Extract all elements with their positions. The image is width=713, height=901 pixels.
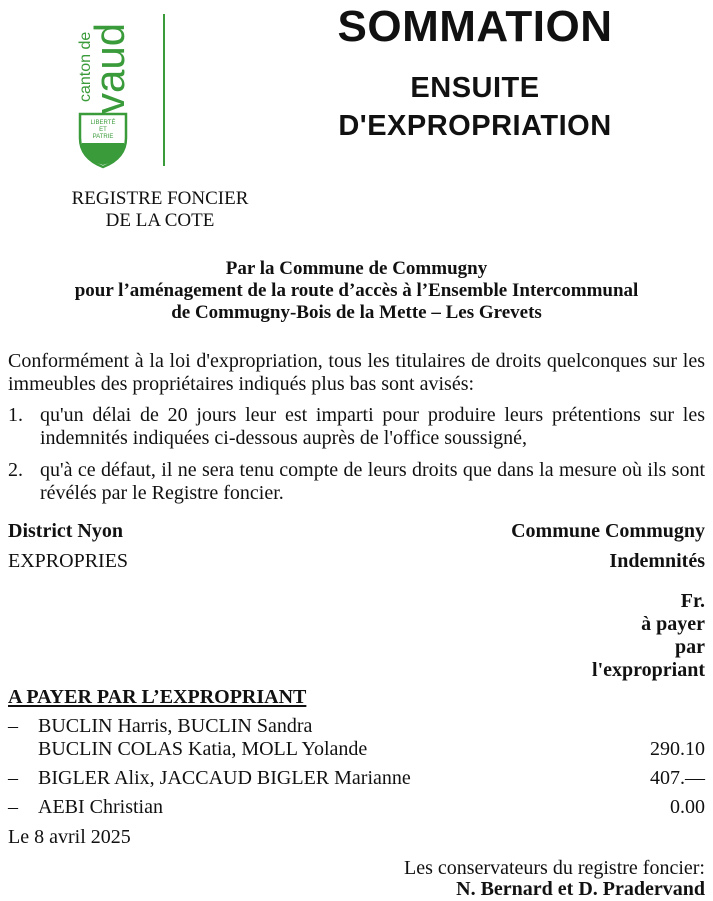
motto-line3: PATRIE	[92, 134, 114, 140]
intro-line1: Par la Commune de Commugny	[225, 258, 488, 279]
entry-names	[38, 715, 585, 761]
logo-vaud-text: vaud	[86, 22, 128, 114]
document-date: Le 8 avril 2025	[8, 826, 131, 848]
indemnites-label: Indemnités	[609, 550, 705, 572]
table-row	[8, 796, 705, 819]
vaud-shield-icon	[78, 10, 128, 170]
notice-item-number: 1.	[8, 404, 23, 426]
intro-line3: de Commugny-Bois de la Mette – Les Grevets	[171, 302, 542, 323]
registry-name-line2: DE LA COTE	[105, 210, 215, 231]
entry-amount: 407.—	[650, 767, 705, 789]
notice-item-text: qu'à ce défaut, il ne sera tenu compte de leurs droits que dans la mesure où ils sont révélés par le Registre foncier.	[40, 459, 705, 504]
column-header	[505, 590, 705, 682]
section-title: A PAYER PAR L’EXPROPRIANT	[8, 686, 307, 708]
canton-vaud-logo	[78, 10, 128, 170]
column-header-line1: Fr.	[680, 590, 705, 612]
intro-line2: pour l’aménagement de la route d’accès à l’Ensemble Intercommunal	[74, 280, 639, 301]
document-subtitle-line1: ENSUITE	[410, 72, 540, 104]
entry-amount: 0.00	[670, 796, 705, 818]
motto-line1: LIBERTÉ	[90, 120, 116, 126]
entry-dash: –	[8, 715, 18, 737]
notice-item-text: qu'un délai de 20 jours leur est imparti pour produire leurs prétentions sur les indemnités indiquées ci-dessous auprès de l'office soussigné,	[40, 404, 705, 449]
entry-name-line1: AEBI Christian	[38, 796, 163, 818]
entry-name-line1: BIGLER Alix, JACCAUD BIGLER Marianne	[38, 767, 411, 789]
document-title: SOMMATION	[337, 2, 613, 51]
motto-line2: ET	[99, 127, 107, 133]
document-subtitle-line2: D'EXPROPRIATION	[338, 110, 612, 142]
commune-label: Commune Commugny	[511, 520, 705, 542]
logo-divider	[163, 14, 165, 166]
column-header-line2: à payer	[641, 613, 705, 635]
district-label: District Nyon	[8, 520, 123, 542]
entry-name-line2: BUCLIN COLAS Katia, MOLL Yolande	[38, 738, 368, 760]
notice-item-1	[8, 404, 705, 450]
table-row	[8, 715, 705, 761]
column-header-line3: par	[675, 636, 705, 658]
notice-item-2	[8, 459, 705, 505]
notice-item-number: 2.	[8, 459, 23, 481]
entry-name-line1: BUCLIN Harris, BUCLIN Sandra	[38, 715, 313, 737]
intro-block	[8, 258, 705, 324]
signatory-title: Les conservateurs du registre foncier:	[404, 857, 705, 879]
column-header-line4: l'expropriant	[592, 659, 705, 681]
logo-canton-de-text: canton de	[78, 31, 94, 102]
entry-amount: 290.10	[650, 738, 705, 760]
table-row	[8, 767, 705, 790]
entry-dash: –	[8, 767, 18, 789]
notice-paragraph: Conformément à la loi d'expropriation, tous les titulaires de droits quelconques sur les immeubles des propriétaires indiqués plus bas sont avisés:	[8, 350, 705, 395]
signatory-names: N. Bernard et D. Pradervand	[456, 878, 705, 900]
expropries-label: EXPROPRIES	[8, 550, 129, 572]
entry-dash: –	[8, 796, 18, 818]
registry-name-line1: REGISTRE FONCIER	[71, 188, 249, 209]
